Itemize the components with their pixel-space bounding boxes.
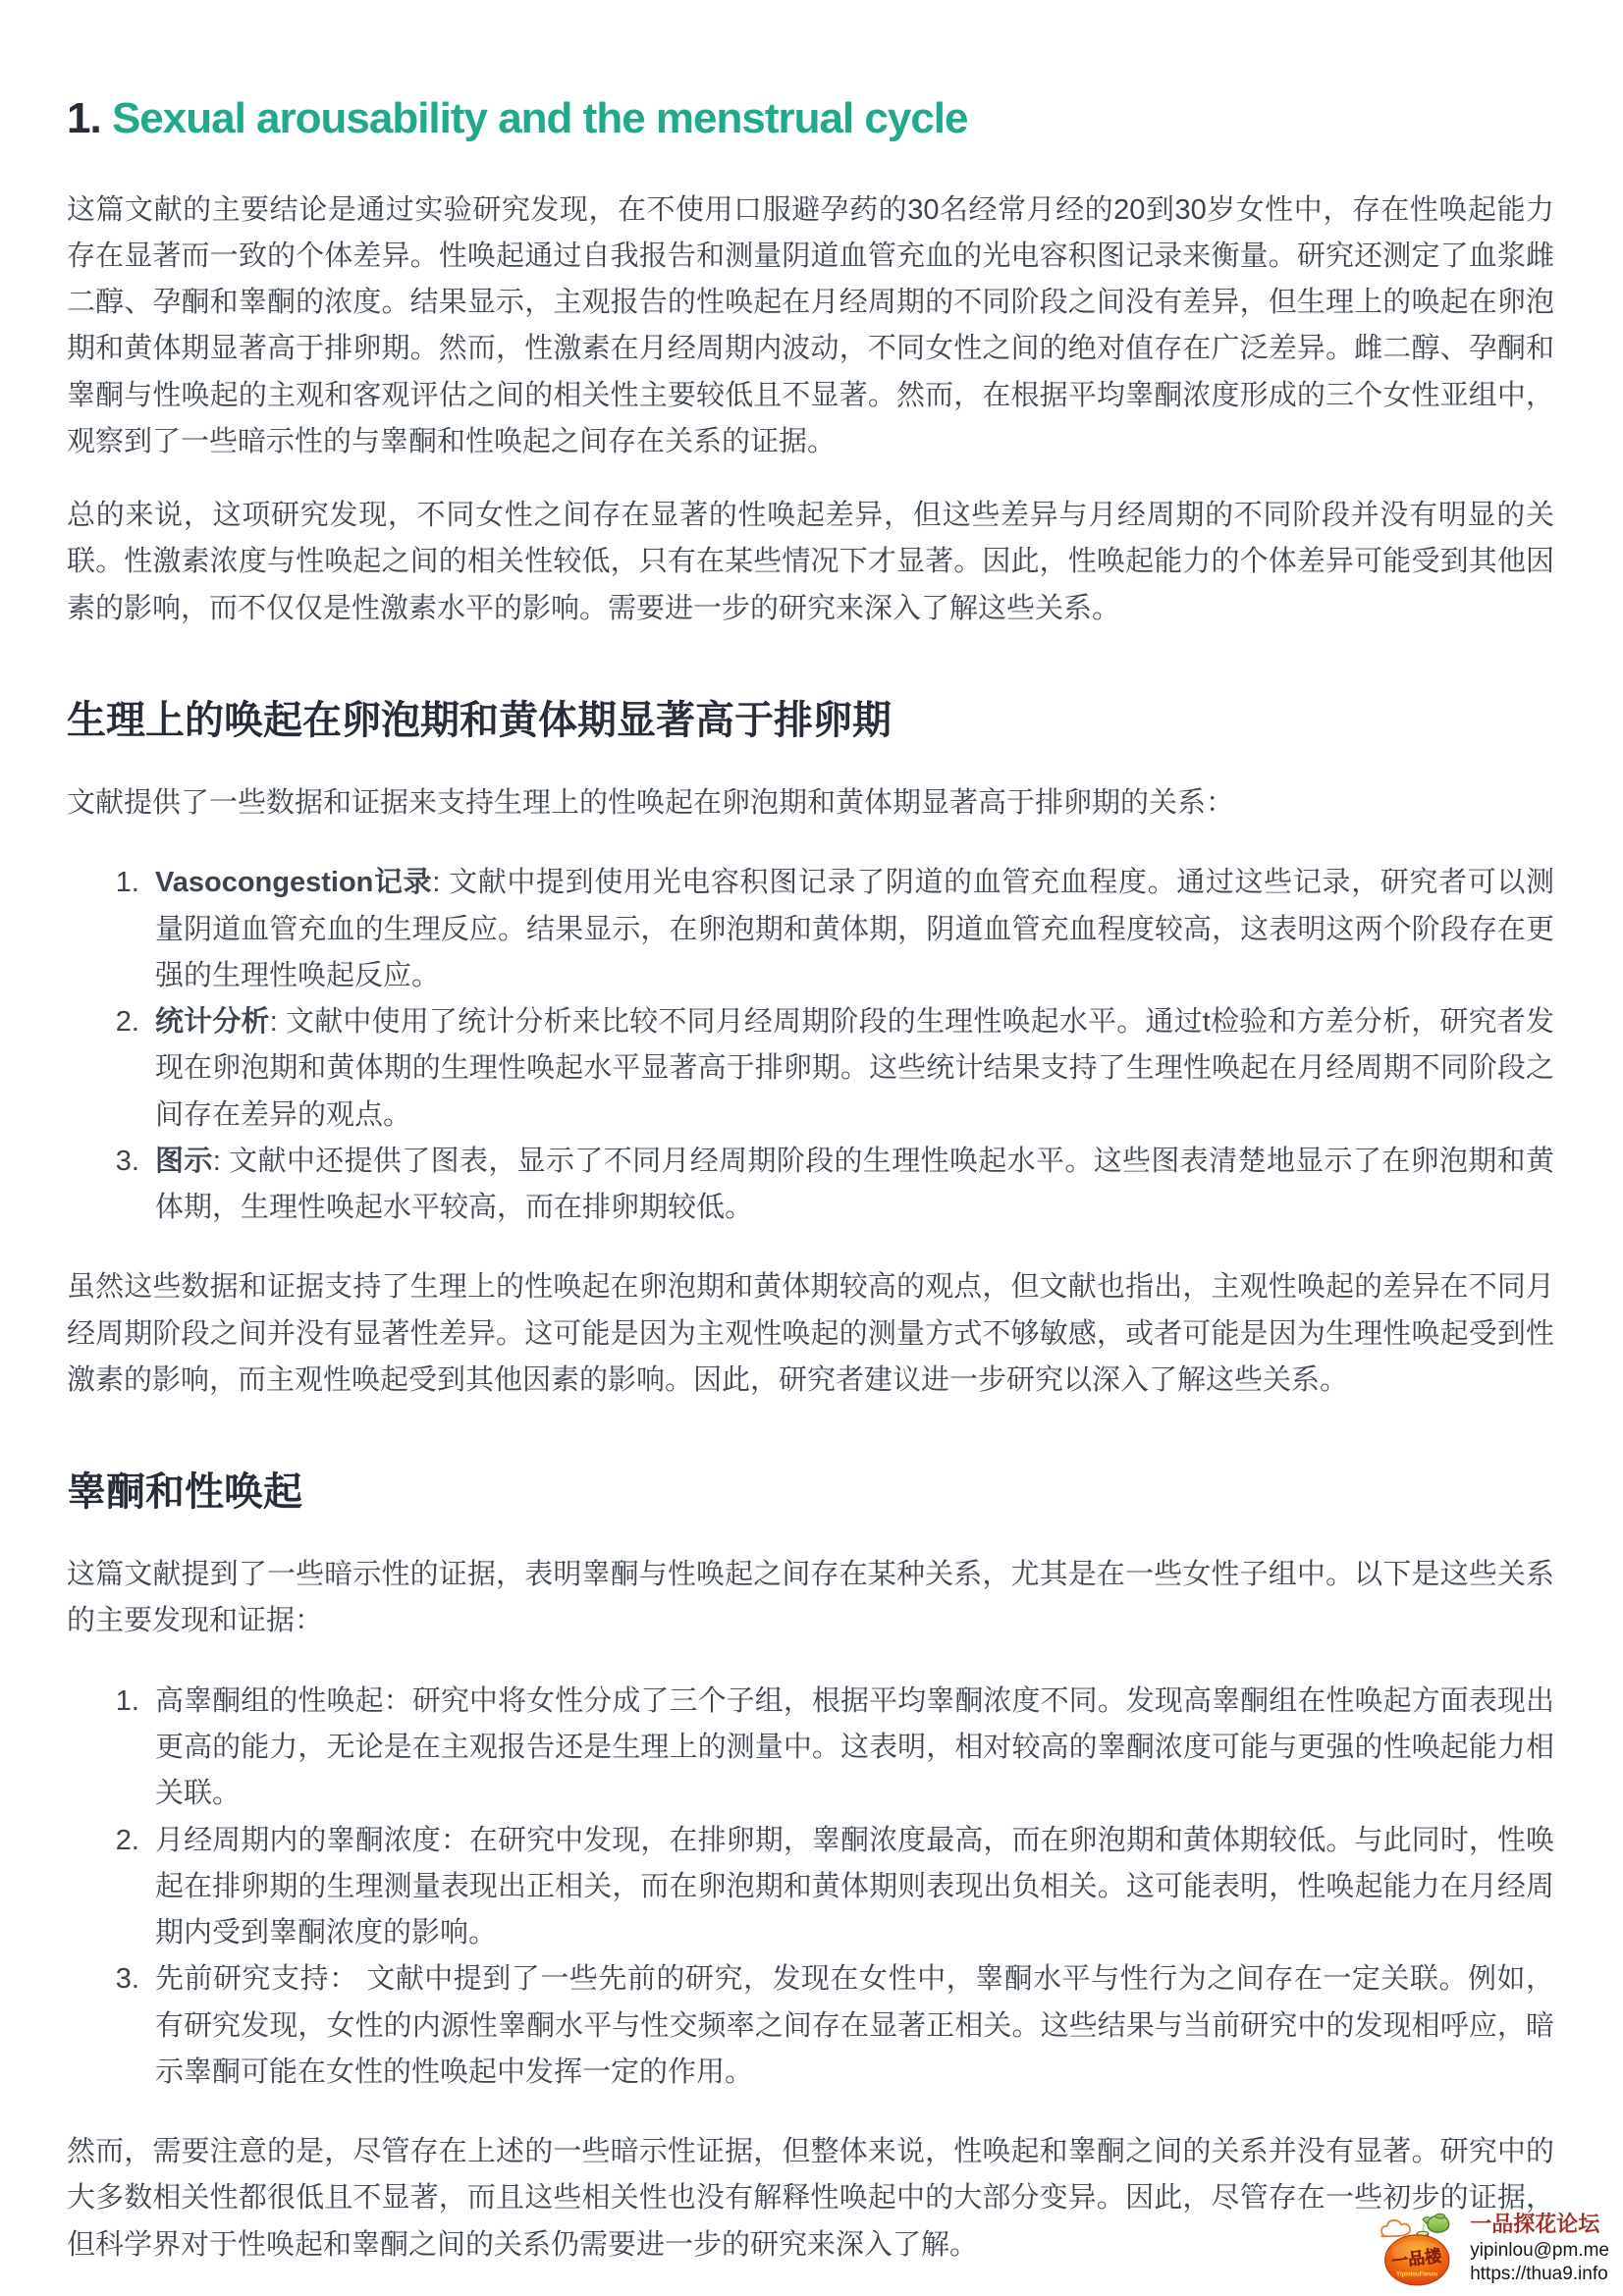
section1-closing: 虽然这些数据和证据支持了生理上的性唤起在卵泡期和黄体期较高的观点，但文献也指出，主观性唤起的差异在不同月经周期阶段之间并没有显著性差异。这可能是因为主观性唤起的测量方式不够敏感，或者可能是因为生理性唤起受到性激素的影响，而主观性唤起受到其他因素的影响。因此，研究者建议进一步研究以深入了解这些关系。 bbox=[67, 1271, 1554, 1396]
forum-watermark-text bbox=[1470, 2211, 1609, 2287]
item-text: 月经周期内的睾酮浓度：在研究中发现，在排卵期，睾酮浓度最高，而在卵泡期和黄体期较低。与此同时，性唤起在排卵期的生理测量表现出正相关，而在卵泡期和黄体期则表现出负相关。这可能表明，性唤起能力在月经周期内受到睾酮浓度的影响。 bbox=[155, 1824, 1554, 1949]
list-item bbox=[147, 1139, 1554, 1232]
intro-paragraph-2: 总的来说，这项研究发现，不同女性之间存在显著的性唤起差异，但这些差异与月经周期的不同阶段并没有明显的关联。性激素浓度与性唤起之间的相关性较低，只有在某些情况下才显著。因此，性唤起能力的个体差异可能受到其他因素的影响，而不仅仅是性激素水平的影响。需要进一步的研究来深入了解这些关系。 bbox=[67, 500, 1554, 624]
forum-logo-subtext: YipinlouForum bbox=[1396, 2271, 1438, 2278]
evidence-list-physiological bbox=[67, 860, 1554, 1231]
forum-email: yipinlou@pm.me bbox=[1470, 2239, 1609, 2261]
list-item bbox=[147, 860, 1554, 999]
forum-logo-icon bbox=[1380, 2210, 1456, 2288]
cloud-icon bbox=[1381, 2220, 1411, 2236]
section2-closing: 然而，需要注意的是，尽管存在上述的一些暗示性证据，但整体来说，性唤起和睾酮之间的关系并没有显著。研究中的大多数相关性都很低且不显著，而且这些相关性也没有解释性唤起中的大部分变异。因此，尽管存在一些初步的证据，但科学界对于性唤起和睾酮之间的关系仍需要进一步的研究来深入了解。 bbox=[67, 2136, 1554, 2261]
item-text: 高睾酮组的性唤起：研究中将女性分成了三个子组，根据平均睾酮浓度不同。发现高睾酮组在性唤起方面表现出更高的能力，无论是在主观报告还是生理上的测量中。这表明，相对较高的睾酮浓度可能与更强的性唤起能力相关联。 bbox=[155, 1684, 1554, 1810]
item-text: : 文献中还提供了图表，显示了不同月经周期阶段的生理性唤起水平。这些图表清楚地显示了在卵泡期和黄体期，生理性唤起水平较高，而在排卵期较低。 bbox=[155, 1145, 1554, 1224]
section1-lead: 文献提供了一些数据和证据来支持生理上的性唤起在卵泡期和黄体期显著高于排卵期的关系： bbox=[67, 786, 1235, 819]
list-item bbox=[147, 1818, 1554, 1957]
item-label: Vasocongestion记录 bbox=[155, 867, 433, 899]
forum-name: 一品探花论坛 bbox=[1470, 2212, 1600, 2237]
list-item bbox=[147, 999, 1554, 1139]
list-item bbox=[147, 1679, 1554, 1818]
section-heading-physiological: 生理上的唤起在卵泡期和黄体期显著高于排卵期 bbox=[67, 698, 892, 742]
forum-watermark bbox=[1380, 2210, 1609, 2288]
item-text: : 文献中使用了统计分析来比较不同月经周期阶段的生理性唤起水平。通过t检验和方差分析，研究者发现在卵泡期和黄体期的生理性唤起水平显著高于排卵期。这些统计结果支持了生理性唤起在月经周期不同阶段之间存在差异的观点。 bbox=[155, 1006, 1554, 1131]
intro-paragraph-1: 这篇文献的主要结论是通过实验研究发现，在不使用口服避孕药的30名经常月经的20到30岁女性中，存在性唤起能力存在显著而一致的个体差异。性唤起通过自我报告和测量阴道血管充血的光电容积图记录来衡量。研究还测定了血浆雌二醇、孕酮和睾酮的浓度。结果显示，主观报告的性唤起在月经周期的不同阶段之间没有差异，但生理上的唤起在卵泡期和黄体期显著高于排卵期。然而，性激素在月经周期内波动，不同女性之间的绝对值存在广泛差异。雌二醇、孕酮和睾酮与性唤起的主观和客观评估之间的相关性主要较低且不显著。然而，在根据平均睾酮浓度形成的三个女性亚组中，观察到了一些暗示性的与睾酮和性唤起之间存在关系的证据。 bbox=[67, 193, 1554, 457]
page-title-text: Sexual arousability and the menstrual cycle bbox=[111, 94, 968, 142]
list-item bbox=[147, 1956, 1554, 2096]
page-title-number: 1. bbox=[67, 94, 101, 142]
page-title bbox=[67, 94, 1554, 144]
item-label: 图示 bbox=[155, 1145, 213, 1177]
item-text: : 文献中提到使用光电容积图记录了阴道的血管充血程度。通过这些记录，研究者可以测量阴道血管充血的生理反应。结果显示，在卵泡期和黄体期，阴道血管充血程度较高，这表明这两个阶段存在更强的生理性唤起反应。 bbox=[155, 867, 1554, 991]
item-label: 统计分析 bbox=[155, 1006, 270, 1039]
forum-logo-text: 一品楼 bbox=[1390, 2246, 1443, 2271]
forum-url: https://thua9.info bbox=[1470, 2264, 1608, 2285]
section2-lead: 这篇文献提到了一些暗示性的证据，表明睾酮与性唤起之间存在某种关系，尤其是在一些女性子组中。以下是这些关系的主要发现和证据： bbox=[67, 1559, 1554, 1637]
item-text: 先前研究支持： 文献中提到了一些先前的研究，发现在女性中，睾酮水平与性行为之间存在一定关联。例如，有研究发现，女性的内源性睾酮水平与性交频率之间存在显著正相关。这些结果与当前研究中的发现相呼应，暗示睾酮可能在女性的性唤起中发挥一定的作用。 bbox=[155, 1963, 1554, 2088]
evidence-list-testosterone bbox=[67, 1679, 1554, 2096]
section-heading-testosterone: 睾酮和性唤起 bbox=[67, 1470, 302, 1515]
